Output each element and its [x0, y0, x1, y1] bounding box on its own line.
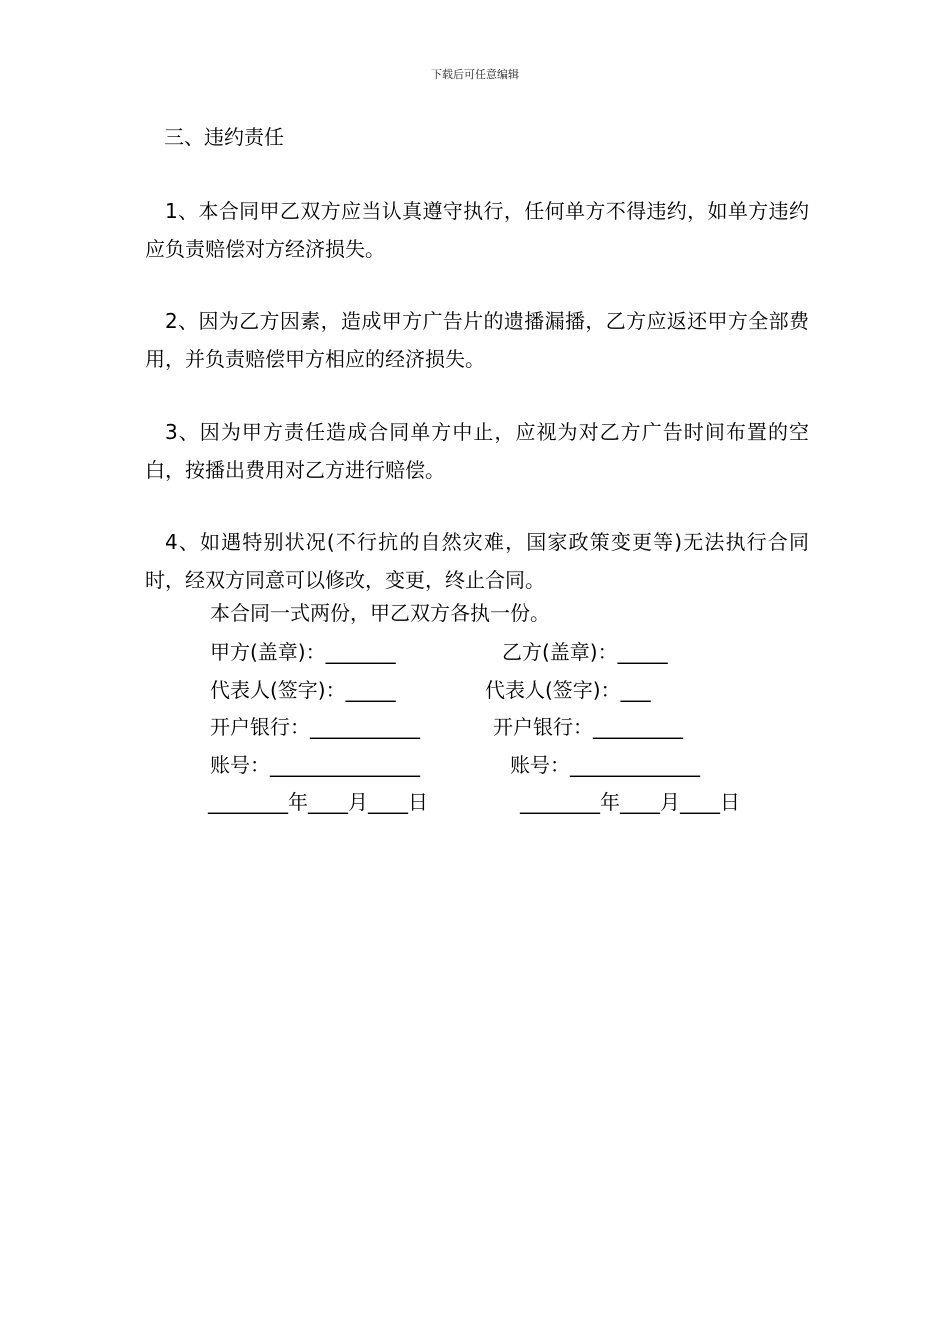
party-b-representative: 代表人(签字)：___	[485, 678, 651, 702]
party-b-date: ________年____月____日	[520, 790, 740, 814]
signature-row-date	[0, 787, 950, 817]
signature-row-bank	[0, 712, 950, 742]
section-title: 三、违约责任	[164, 125, 284, 149]
party-a-representative: 代表人(签字)：_____	[210, 678, 396, 702]
party-b-seal: 乙方(盖章)：_____	[502, 640, 668, 664]
party-a-seal: 甲方(盖章)：_______	[210, 640, 396, 664]
clause-1: 1、本合同甲乙双方应当认真遵守执行，任何单方不得违约，如单方违约应负责赔偿对方经济损失。	[145, 199, 809, 261]
clause-4: 4、如遇特别状况(不行抗的自然灾难，国家政策变更等)无法执行合同时，经双方同意可以修改，变更，终止合同。	[145, 530, 809, 592]
party-a-date: ________年____月____日	[208, 790, 428, 814]
header-note: 下载后可任意编辑	[431, 68, 519, 81]
signature-row-seal	[0, 637, 950, 667]
party-a-bank: 开户银行：___________	[210, 715, 420, 739]
party-b-account: 账号：_____________	[510, 753, 700, 777]
clause-3: 3、因为甲方责任造成合同单方中止，应视为对乙方广告时间布置的空白，按播出费用对乙方进行赔偿。	[145, 420, 809, 482]
signature-row-representative	[0, 675, 950, 705]
copies-note: 本合同一式两份，甲乙双方各执一份。	[210, 601, 550, 625]
party-b-bank: 开户银行：_________	[493, 715, 683, 739]
party-a-account: 账号：_______________	[210, 753, 420, 777]
signature-row-account	[0, 750, 950, 780]
clause-2: 2、因为乙方因素，造成甲方广告片的遗播漏播，乙方应返还甲方全部费用，并负责赔偿甲方相应的经济损失。	[145, 309, 809, 371]
